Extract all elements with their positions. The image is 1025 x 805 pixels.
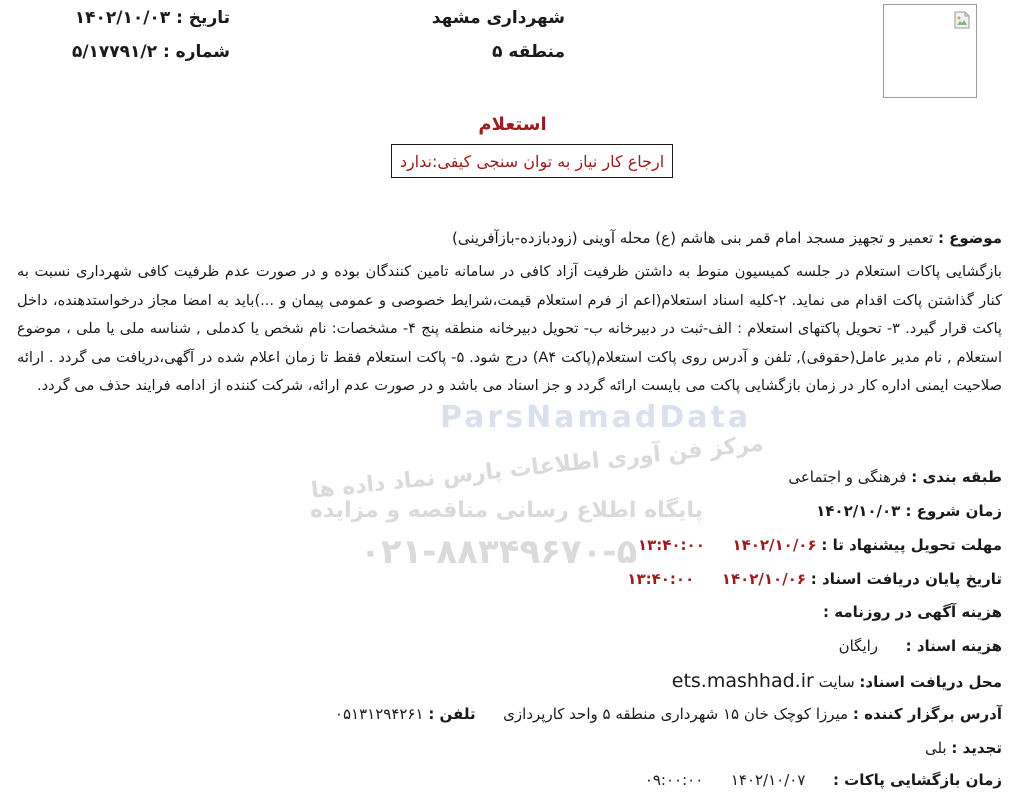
- broken-image-icon: [954, 11, 970, 29]
- watermark-line2: پایگاه اطلاع رسانی مناقصه و مزایده: [310, 498, 703, 523]
- ad-cost-label: هزینه آگهی در روزنامه :: [823, 603, 1002, 621]
- deadline-date: ۱۴۰۲/۱۰/۰۶: [732, 536, 817, 554]
- logo-placeholder: [883, 4, 977, 98]
- watermark-latin: ParsNamadData: [440, 400, 752, 435]
- doc-place-label: محل دریافت اسناد:: [859, 673, 1002, 691]
- renewal-field: [925, 739, 1002, 757]
- doc-place-site[interactable]: ets.mashhad.ir: [671, 670, 814, 692]
- number-line: شماره : ۵/۱۷۷۹۱/۲: [71, 42, 230, 62]
- start-label: زمان شروع :: [905, 502, 1002, 520]
- opening-field: [645, 771, 1002, 789]
- subject-line: [452, 229, 1002, 247]
- doc-end-time: ۱۳:۴۰:۰۰: [627, 570, 695, 588]
- doc-cost-value: رایگان: [838, 637, 879, 655]
- quality-note-box: ارجاع کار نیاز به توان سنجی کیفی:ندارد: [391, 144, 673, 178]
- body-paragraph: بازگشایی پاکات استعلام در جلسه کمیسیون منوط به داشتن ظرفیت آزاد کافی در سامانه تامین کنندگان بوده و در صورت عدم ظرفیت کافی شهرداری نسبت به کنار گذاشتن پاکت اقدام می نماید. ۲-کلیه اسناد استعلام(اعم از فرم استعلام قیمت،شرایط خصوصی و عمومی پیمان و ...)باید به امضا مجاز درخواستدهنده، داخل پاکت قرار گیرد. ۳- تحویل پاکتهای استعلام : الف-ثبت در دبیرخانه ب- تحویل دبیرخانه منطقه پنج ۴- مشخصات: نام شخص یا کدملی , شناسه ملی یا ملی ، موضوع استعلام , نام مدیر عامل(حقوقی), تلفن و آدرس روی پاکت استعلام(پاکت A۴) درج شود. ۵- پاکت استعلام فقط تا زمان اعلام شده در آگهی،دریافت می گردد . ارائه صلاحیت ایمنی اداره کار در زمان بازگشایی پاکت می بایست ارائه گردد و جز اسناد می باشد و در صورت عدم ارائه، شرکت کننده از ادامه فرایند حذف می گردد.: [17, 263, 1003, 395]
- opening-label: زمان بازگشایی پاکات :: [832, 771, 1002, 789]
- address-label: آدرس برگزار کننده :: [852, 705, 1002, 723]
- doc-end-date: ۱۴۰۲/۱۰/۰۶: [721, 570, 806, 588]
- start-value: ۱۴۰۲/۱۰/۰۳: [816, 502, 901, 520]
- category-label: طبقه بندی :: [911, 468, 1002, 486]
- deadline-time: ۱۳:۴۰:۰۰: [637, 536, 705, 554]
- page-title: استعلام: [478, 114, 547, 135]
- city-name: شهرداری مشهد: [431, 8, 565, 28]
- subject-value: تعمیر و تجهیز مسجد امام قمر بنی هاشم (ع) محله آوینی (زودبازده-بازآفرینی): [452, 229, 934, 247]
- opening-time: ۰۹:۰۰:۰۰: [644, 771, 704, 789]
- start-field: [816, 502, 1002, 520]
- deadline-field: [638, 536, 1002, 554]
- category-field: [788, 468, 1002, 486]
- renewal-label: تجدید :: [951, 739, 1002, 757]
- doc-place-prefix: سایت: [818, 673, 855, 691]
- doc-cost-label: هزینه اسناد :: [905, 637, 1002, 655]
- subject-label: موضوع :: [937, 229, 1002, 247]
- watermark-line1: مرکز فن آوری اطلاعات پارس نماد داده ها: [309, 431, 765, 504]
- renewal-value: بلی: [924, 739, 947, 757]
- doc-end-field: [627, 570, 1002, 588]
- address-field: [335, 705, 1002, 723]
- opening-date: ۱۴۰۲/۱۰/۰۷: [730, 771, 806, 789]
- address-value: میرزا کوچک خان ۱۵ شهرداری منطقه ۵ واحد کارپردازی: [503, 705, 849, 723]
- watermark-phone: ۰۲۱-۸۸۳۴۹۶۷۰-۵: [360, 532, 638, 572]
- doc-place-field: [672, 670, 1002, 692]
- category-value: فرهنگی و اجتماعی: [788, 468, 907, 486]
- doc-end-label: تاریخ پایان دریافت اسناد :: [810, 570, 1002, 588]
- phone-value: ۰۵۱۳۱۲۹۴۲۶۱: [334, 705, 424, 723]
- doc-cost-field: [839, 637, 1002, 655]
- deadline-label: مهلت تحویل پیشنهاد تا :: [821, 536, 1002, 554]
- ad-cost-field: [823, 603, 1002, 621]
- phone-label: تلفن :: [428, 705, 476, 723]
- date-line: تاریخ : ۱۴۰۲/۱۰/۰۳: [74, 8, 230, 28]
- zone-name: منطقه ۵: [492, 42, 565, 62]
